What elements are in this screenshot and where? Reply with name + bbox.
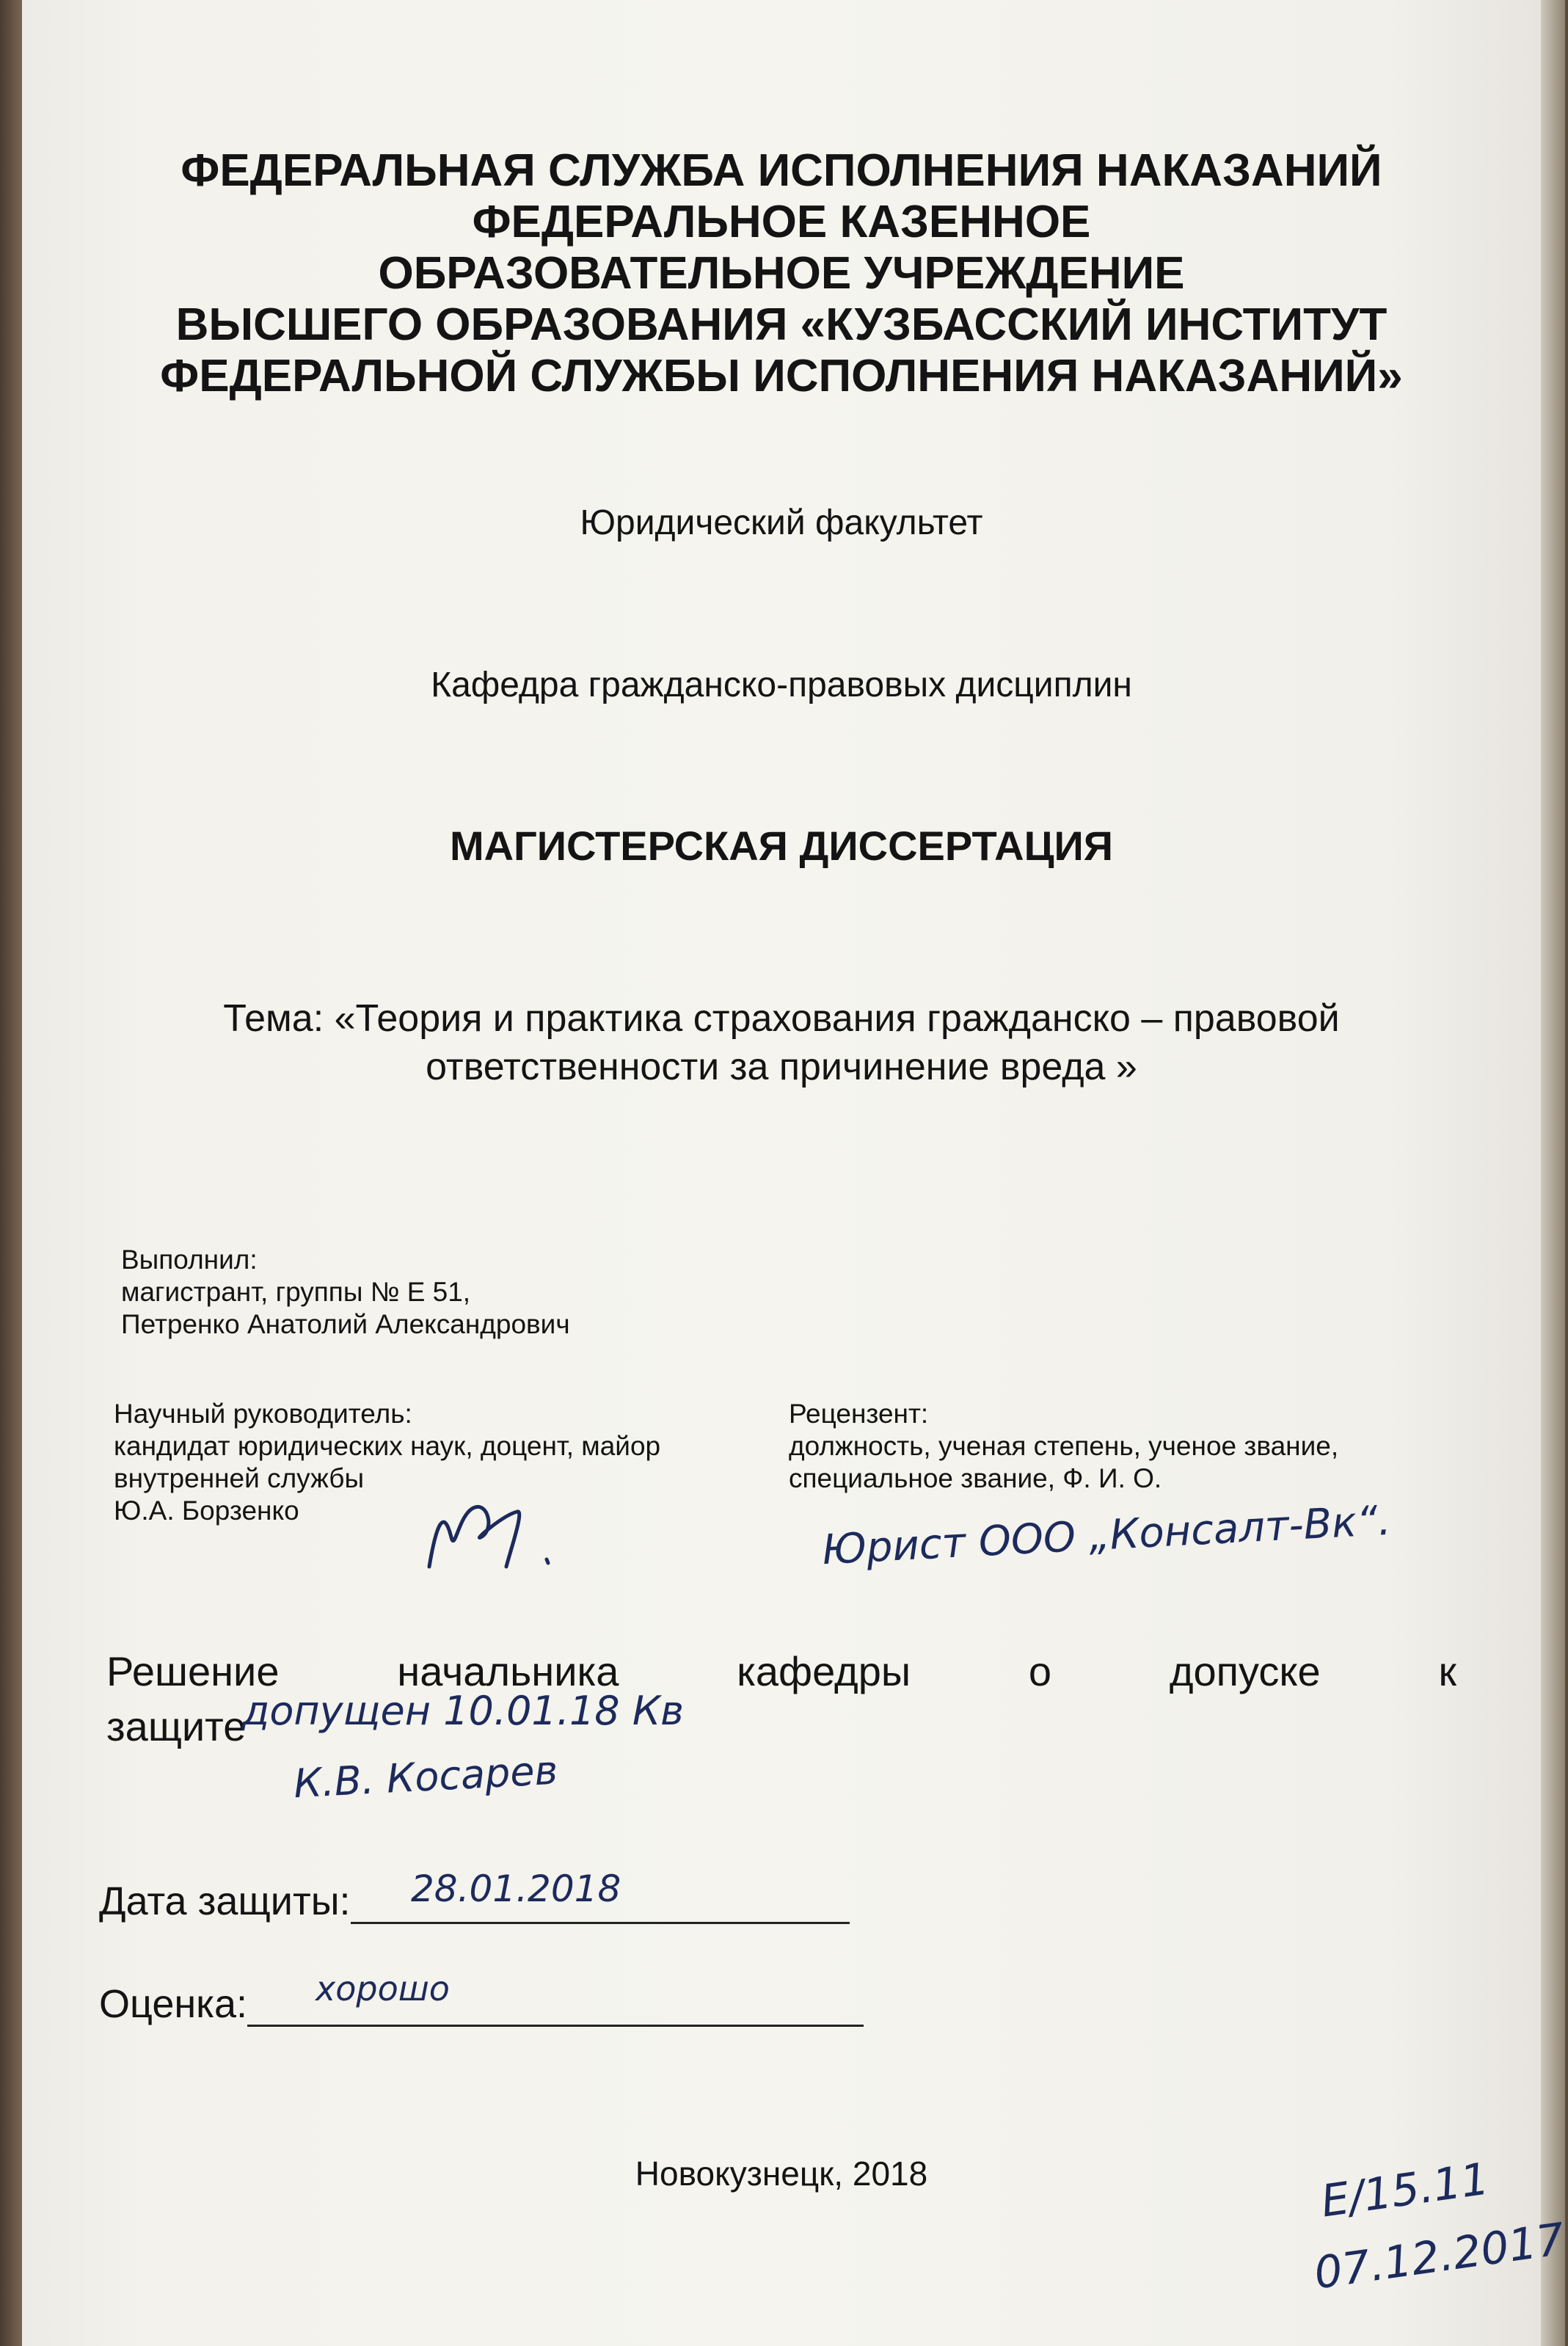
supervisor-service: внутренней службы [114,1463,365,1493]
decision-word-3: кафедры [737,1648,911,1694]
supervisor-name: Ю.А. Борзенко [114,1496,299,1526]
city-year: Новокузнецк, 2018 [635,2154,928,2193]
thesis-topic [22,994,1541,1091]
corner-note-line-1: Е/15.11 [1318,2153,1492,2228]
performer-group: магистрант, группы № Е 51, [121,1277,471,1307]
corner-note-line-2: 07.12.2017 [1310,2213,1568,2300]
supervisor-signature [422,1493,569,1581]
performer-name: Петренко Анатолий Александрович [121,1309,570,1339]
header-line-5: ФЕДЕРАЛЬНОЙ СЛУЖБЫ ИСПОЛНЕНИЯ НАКАЗАНИЙ» [160,351,1403,401]
reviewer-label: Рецензент: [789,1399,929,1429]
topic-line-2: ответственности за причинение вреда » [426,1046,1137,1088]
header-line-4: ВЫСШЕГО ОБРАЗОВАНИЯ «КУЗБАССКИЙ ИНСТИТУТ [175,299,1388,350]
performer-block [121,1244,570,1341]
reviewer-handwritten-note: Юрист ООО „Консалт-Вк“. [820,1496,1393,1575]
page-right-edge [1541,0,1565,2346]
decision-handwritten-note: допущен 10.01.18 Кв [242,1688,684,1734]
defense-date-label: Дата защиты: [99,1879,351,1923]
grade-field [99,1981,864,2027]
header-line-2: ФЕДЕРАЛЬНОЕ КАЗЕННОЕ [472,197,1091,247]
defense-date-handwritten: 28.01.2018 [411,1868,621,1910]
topic-line-1: Тема: «Теория и практика страхования гражданско – правовой [223,997,1340,1040]
supervisor-label: Научный руководитель: [114,1399,412,1429]
reviewer-requisites: должность, ученая степень, ученое звание, [789,1431,1339,1461]
decision-handwritten-signer: К.В. Косарев [292,1746,559,1807]
supervisor-degree: кандидат юридических наук, доцент, майор [114,1431,661,1461]
department-name: Кафедра гражданско-правовых дисциплин [431,666,1132,704]
header-line-1: ФЕДЕРАЛЬНАЯ СЛУЖБА ИСПОЛНЕНИЯ НАКАЗАНИЙ [180,145,1382,196]
decision-word-5: допуске [1169,1648,1321,1694]
institution-header [22,145,1541,402]
performer-label: Выполнил: [121,1245,258,1275]
decision-word-4: о [1028,1648,1052,1694]
document-type: МАГИСТЕРСКАЯ ДИССЕРТАЦИЯ [449,823,1114,869]
page-left-edge [0,0,22,2346]
reviewer-block [789,1398,1471,1495]
header-line-3: ОБРАЗОВАТЕЛЬНОЕ УЧРЕЖДЕНИЕ [378,248,1185,299]
decision-word-2: начальника [397,1648,619,1694]
grade-handwritten: хорошо [316,1969,450,2008]
decision-line-2: защите [106,1703,247,1749]
reviewer-requisites-2: специальное звание, Ф. И. О. [789,1463,1162,1493]
faculty-name: Юридический факультет [580,503,983,542]
decision-word-6: к [1438,1648,1456,1694]
grade-label: Оценка: [99,1982,248,2026]
title-page [22,0,1568,2346]
decision-word-1: Решение [106,1648,280,1694]
